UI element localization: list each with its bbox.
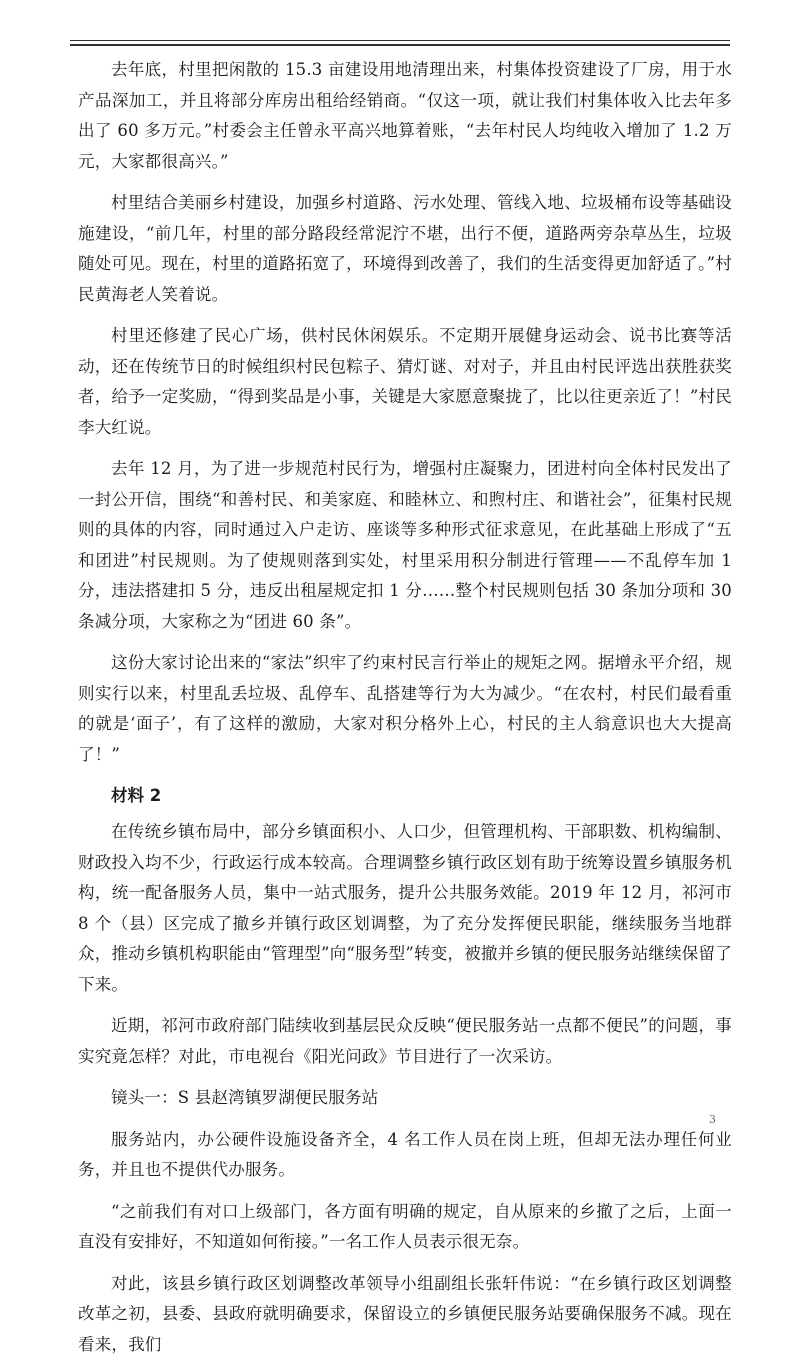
section-heading: 材料 2 <box>111 786 162 805</box>
paragraph: 村里还修建了民心广场，供村民休闲娱乐。不定期开展健身运动会、说书比赛等活动，还在传统节日的时候组织村民包粽子、猜灯谜、对对子，并且由村民评选出获胜获奖者，给予一定奖励，“得到奖品是小事，关键是大家愿意聚拢了，比以往更亲近了！”村民李大红说。 <box>78 326 732 437</box>
paragraph: 近期，祁河市政府部门陆续收到基层民众反映“便民服务站一点都不便民”的问题，事实究竟怎样？对此，市电视台《阳光问政》节目进行了一次采访。 <box>78 1016 732 1066</box>
header-rule-thin <box>70 40 730 41</box>
paragraph: “之前我们有对口上级部门，各方面有明确的规定，自从原来的乡撤了之后，上面一直没有安排好，不知道如何衔接。”一名工作人员表示很无奈。 <box>78 1201 732 1251</box>
paragraph: 服务站内，办公硬件设施设备齐全，4 名工作人员在岗上班，但却无法办理任何业务，并且也不提供代办服务。 <box>78 1129 732 1179</box>
paragraph: 镜头一：S 县赵湾镇罗湖便民服务站 <box>111 1088 379 1107</box>
paragraph: 对此，该县乡镇行政区划调整改革领导小组副组长张轩伟说：“在乡镇行政区划调整改革之初，县委、县政府就明确要求，保留设立的乡镇便民服务站要确保服务不减。现在看来，我们 <box>78 1273 732 1354</box>
paragraph: 这份大家讨论出来的“家法”织牢了约束村民言行举止的规矩之网。据增永平介绍，规则实行以来，村里乱丢垃圾、乱停车、乱搭建等行为大为减少。“在农村，村民们最看重的就是‘面子’，有了这样的激励，大家对积分格外上心，村民的主人翁意识也大大提高了！” <box>78 653 732 764</box>
header-rule-thick <box>70 44 730 46</box>
paragraph: 在传统乡镇布局中，部分乡镇面积小、人口少，但管理机构、干部职数、机构编制、财政投入均不少，行政运行成本较高。合理调整乡镇行政区划有助于统筹设置乡镇服务机构，统一配备服务人员，集中一站式服务，提升公共服务效能。2019 年 12 月，祁河市 8 个（县）区完成了撤乡并镇行政区划调整，为了充分发挥便民职能，继续服务当地群众，推动乡镇机构职能由“管理型”向“服务型”转变，被撤并乡镇的便民服务站继续保留了下来。 <box>78 822 732 994</box>
paragraph: 去年 12 月，为了进一步规范村民行为，增强村庄凝聚力，团进村向全体村民发出了一封公开信，围绕“和善村民、和美家庭、和睦林立、和煦村庄、和谐社会”，征集村民规则的具体的内容，同时通过入户走访、座谈等多种形式征求意见，在此基础上形成了“五和团进”村民规则。为了使规则落到实处，村里采用积分制进行管理——不乱停车加 1 分，违法搭建扣 5 分，违反出租屋规定扣 1 分……整个村民规则包括 30 条加分项和 30 条减分项，大家称之为“团进 60 条”。 <box>78 459 732 631</box>
page-number: 3 <box>709 1113 716 1126</box>
document-body <box>78 55 732 1371</box>
paragraph: 村里结合美丽乡村建设，加强乡村道路、污水处理、管线入地、垃圾桶布设等基础设施建设，“前几年，村里的部分路段经常泥泞不堪，出行不便，道路两旁杂草丛生，垃圾随处可见。现在，村里的道路拓宽了，环境得到改善了，我们的生活变得更加舒适了。”村民黄海老人笑着说。 <box>78 193 732 304</box>
paragraph: 去年底，村里把闲散的 15.3 亩建设用地清理出来，村集体投资建设了厂房，用于水产品深加工，并且将部分库房出租给经销商。“仅这一项，就让我们村集体收入比去年多出了 60 多万元。”村委会主任曾永平高兴地算着账，“去年村民人均纯收入增加了 1.2 万元，大家都很高兴。” <box>78 60 732 171</box>
